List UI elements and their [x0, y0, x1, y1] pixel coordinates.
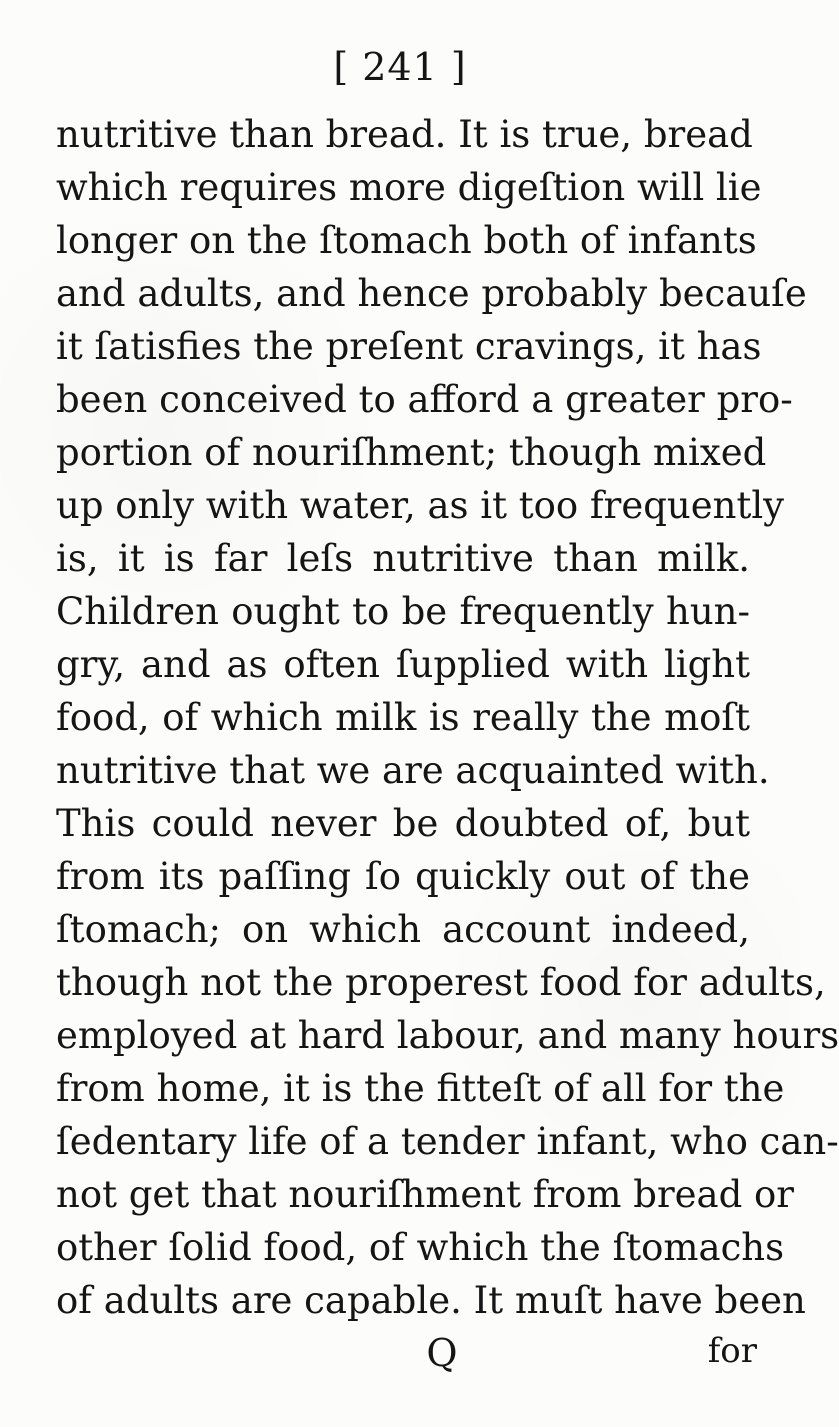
page-number: [ 241 ]: [333, 45, 467, 89]
text-line-16: ſtomach; on which account indeed,: [56, 908, 750, 951]
signature-mark: Q: [426, 1331, 458, 1375]
text-line-4: and adults, and hence probably becauſe: [56, 272, 807, 315]
text-line-21: not get that nouriſhment from bread or: [56, 1173, 794, 1216]
text-line-18: employed at hard labour, and many hours: [56, 1014, 839, 1057]
body-text: [56, 108, 839, 1327]
text-line-8: up only with water, as it too frequently: [56, 484, 785, 527]
text-line-12: food, of which milk is really the moſt: [56, 696, 750, 739]
text-line-23: of adults are capable. It muſt have been: [56, 1279, 806, 1322]
text-line-20: ſedentary life of a tender infant, who can-: [56, 1120, 839, 1163]
text-line-2: which requires more digeſtion will lie: [56, 166, 762, 209]
text-line-7: portion of nouriſhment; though mixed: [56, 431, 767, 474]
text-line-10: Children ought to be frequently hun-: [56, 590, 750, 633]
text-line-22: other ſolid food, of which the ſtomachs: [56, 1226, 785, 1269]
text-line-15: from its paſſing ſo quickly out of the: [56, 855, 750, 898]
text-line-13: nutritive that we are acquainted with.: [56, 749, 770, 792]
catchword: for: [707, 1331, 757, 1371]
text-line-14: This could never be doubted of, but: [56, 802, 750, 845]
text-line-9: is, it is far leſs nutritive than milk.: [56, 537, 750, 580]
text-line-19: from home, it is the fitteſt of all for the: [56, 1067, 785, 1110]
text-line-17: though not the properest food for adults,: [56, 961, 826, 1004]
text-line-11: gry, and as often ſupplied with light: [56, 643, 750, 686]
text-line-5: it ſatisfies the preſent cravings, it has: [56, 325, 762, 368]
text-line-1: nutritive than bread. It is true, bread: [56, 113, 753, 156]
text-line-6: been conceived to afford a greater pro-: [56, 378, 793, 421]
text-line-3: longer on the ſtomach both of infants: [56, 219, 757, 262]
